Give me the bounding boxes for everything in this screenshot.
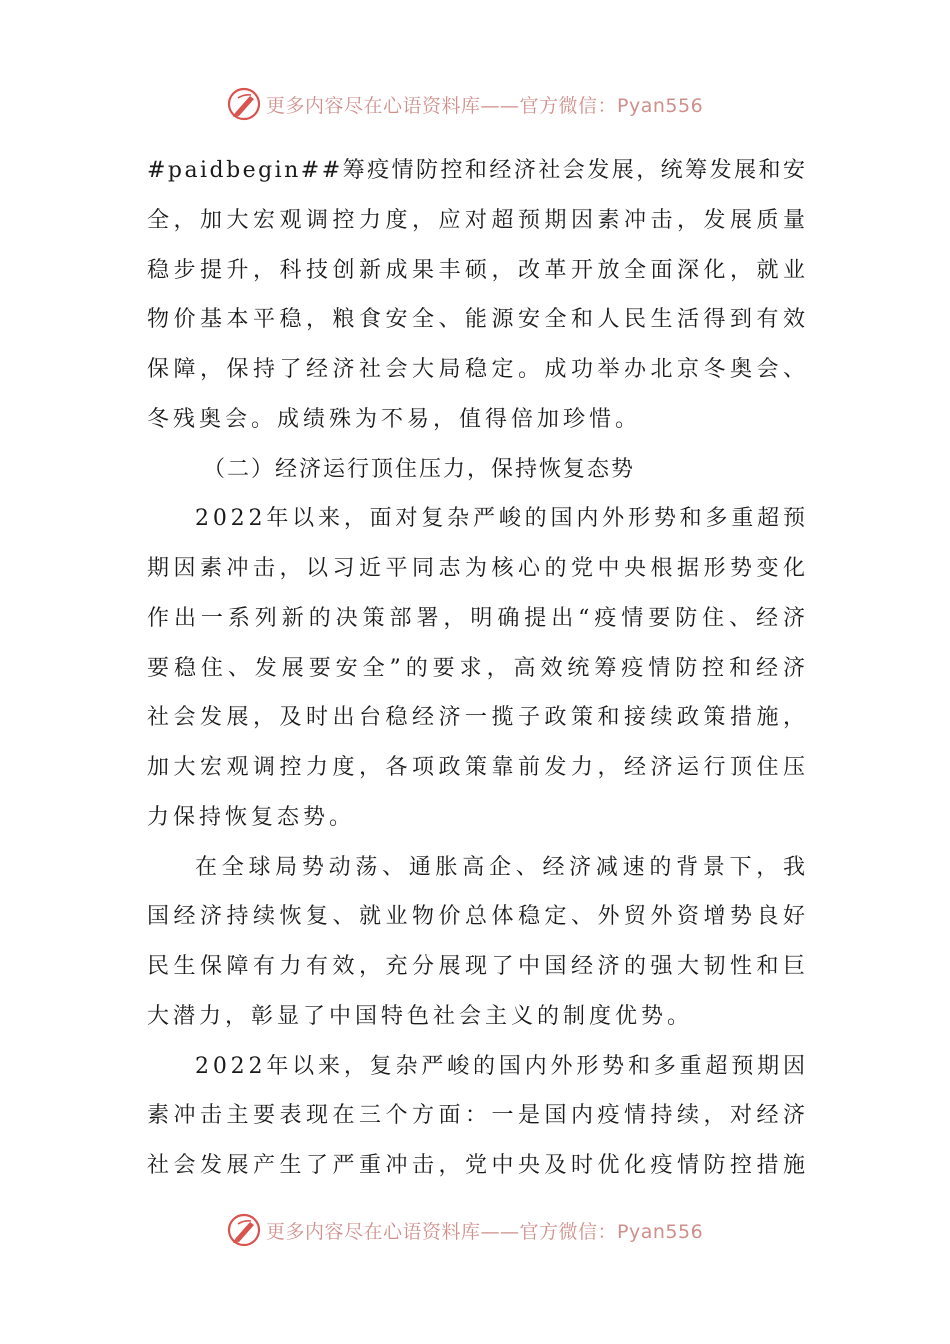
header-banner [226,86,746,122]
line-text: 保障，保持了经济社会大局稳定。成功举办北京冬奥会、 [147,357,810,382]
text-line-6 [147,395,805,445]
text-line-4 [147,295,810,345]
line-text: 社会发展产生了严重冲击，党中央及时优化疫情防控措施 [147,1153,810,1178]
text-line-9 [147,544,810,594]
header-banner-text [266,91,703,118]
banner-wechat: 官方微信： [519,94,618,117]
banner-id: Pyan556 [617,1220,704,1243]
text-line-5 [147,345,810,395]
line-text: 力保持恢复态势。 [147,804,356,830]
section-heading [147,445,805,495]
footer-banner [226,1212,746,1248]
banner-main: 更多内容尽在心语资料库 [266,94,481,117]
line-text: 全，加大宏观调控力度，应对超预期因素冲击，发展质量 [147,207,810,233]
pen-logo-icon [226,86,262,122]
text-line-18 [147,992,805,1042]
text-line-3 [147,246,810,296]
text-line-11 [147,644,810,694]
line-text: 2022年以来，面对复杂严峻的国内外形势和多重超预 [195,506,809,532]
line-text: 2022年以来，复杂严峻的国内外形势和多重超预期因 [195,1053,809,1079]
text-line-17 [147,942,810,992]
footer-banner-text [266,1217,703,1244]
line-text: 冬残奥会。成绩殊为不易，值得倍加珍惜。 [147,406,642,432]
banner-dash: —— [480,94,520,117]
line-text: 稳步提升，科技创新成果丰硕，改革开放全面深化，就业 [147,257,810,283]
text-line-16 [147,892,810,942]
text-line-21 [147,1141,810,1191]
line-text: 期因素冲击，以习近平同志为核心的党中央根据形势变化 [147,556,810,581]
document-body [147,146,810,1191]
text-line-14 [147,793,805,843]
line-text: 国经济持续恢复、就业物价总体稳定、外贸外资增势良好 [147,904,810,930]
line-text: 物价基本平稳，粮食安全、能源安全和人民生活得到有效 [147,307,810,333]
text-line-8 [147,494,809,544]
line-text: 大潜力，彰显了中国特色社会主义的制度优势。 [147,1003,694,1029]
line-text: #paidbegin##筹疫情防控和经济社会发展，统筹发展和安 [147,158,808,183]
pen-logo-icon [226,1212,262,1248]
line-text: 民生保障有力有效，充分展现了中国经济的强大韧性和巨 [147,954,810,979]
line-text: 素冲击主要表现在三个方面：一是国内疫情持续，对经济 [147,1103,810,1129]
line-text: 作出一系列新的决策部署，明确提出“疫情要防住、经济 [147,605,810,631]
banner-wechat: 官方微信： [519,1220,618,1243]
line-text: 社会发展，及时出台稳经济一揽子政策和接续政策措施， [147,705,810,731]
text-line-12 [147,693,810,743]
banner-dash: —— [480,1220,520,1243]
text-line-10 [147,594,810,644]
line-text: 要稳住、发展要安全”的要求，高效统筹疫情防控和经济 [147,655,810,681]
text-line-2 [147,196,810,246]
text-line-1 [147,146,808,196]
heading-text: （二）经济运行顶住压力，保持恢复态势 [203,456,636,482]
banner-id: Pyan556 [617,94,704,117]
line-text: 在全球局势动荡、通胀高企、经济减速的背景下，我 [195,854,810,880]
text-line-15 [147,843,810,893]
line-text: 加大宏观调控力度，各项政策靠前发力，经济运行顶住压 [147,755,810,780]
text-line-19 [147,1042,809,1092]
banner-main: 更多内容尽在心语资料库 [266,1220,481,1243]
text-line-13 [147,743,810,793]
text-line-20 [147,1091,810,1141]
